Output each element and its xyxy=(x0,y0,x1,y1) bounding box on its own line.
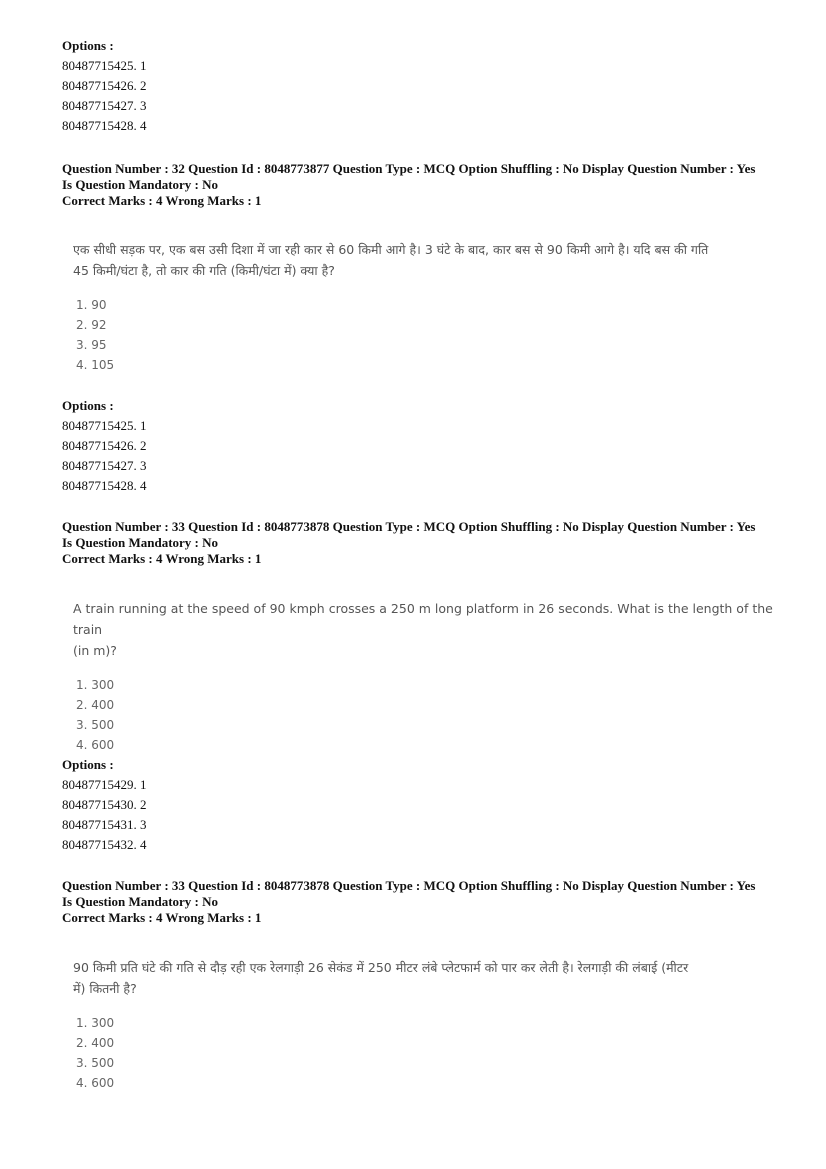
question-choice: 3. 500 xyxy=(76,718,115,732)
question-meta-block xyxy=(62,519,782,567)
question-text-line: एक सीधी सड़क पर, एक बस उसी दिशा में जा रही कार से 60 किमी आगे है। 3 घंटे के बाद, कार बस से 90 किमी आगे है। यदि बस की गति xyxy=(73,242,709,257)
question-text-line: में) कितनी है? xyxy=(73,981,137,996)
option-id: 80487715428. 4 xyxy=(62,478,147,493)
option-id: 80487715426. 2 xyxy=(62,438,147,453)
question-marks-line: Correct Marks : 4 Wrong Marks : 1 xyxy=(62,910,262,925)
option-id: 80487715429. 1 xyxy=(62,777,147,792)
question-meta-block xyxy=(62,878,782,926)
option-id: 80487715428. 4 xyxy=(62,118,147,133)
question-marks-line: Correct Marks : 4 Wrong Marks : 1 xyxy=(62,551,262,566)
question-choice: 3. 500 xyxy=(76,1056,115,1070)
question-choice: 1. 90 xyxy=(76,298,107,312)
question-mandatory-line: Is Question Mandatory : No xyxy=(62,535,219,550)
option-id: 80487715427. 3 xyxy=(62,458,147,473)
question-mandatory-line: Is Question Mandatory : No xyxy=(62,177,219,192)
question-choices xyxy=(73,295,783,375)
options-block-top xyxy=(62,36,782,136)
question-choice: 4. 600 xyxy=(76,738,115,752)
question-meta-block xyxy=(62,161,782,209)
question-body xyxy=(73,957,783,1093)
question-meta-line: Question Number : 32 Question Id : 8048773877 Question Type : MCQ Option Shuffling : No Display Question Number : Yes xyxy=(62,161,756,176)
question-mandatory-line: Is Question Mandatory : No xyxy=(62,894,219,909)
option-id: 80487715426. 2 xyxy=(62,78,147,93)
options-heading: Options : xyxy=(62,398,114,413)
question-choice: 1. 300 xyxy=(76,1016,115,1030)
options-heading: Options : xyxy=(62,38,114,53)
question-choice: 2. 400 xyxy=(76,698,115,712)
option-id: 80487715425. 1 xyxy=(62,418,147,433)
options-block xyxy=(62,755,782,855)
question-meta-line: Question Number : 33 Question Id : 8048773878 Question Type : MCQ Option Shuffling : No Display Question Number : Yes xyxy=(62,519,756,534)
option-id: 80487715425. 1 xyxy=(62,58,147,73)
question-body xyxy=(73,239,783,375)
question-choice: 1. 300 xyxy=(76,678,115,692)
option-id: 80487715430. 2 xyxy=(62,797,147,812)
question-body xyxy=(73,598,783,755)
options-block xyxy=(62,396,782,496)
question-text-line: (in m)? xyxy=(73,643,117,658)
question-choice: 3. 95 xyxy=(76,338,107,352)
question-choice: 4. 600 xyxy=(76,1076,115,1090)
question-choice: 4. 105 xyxy=(76,358,115,372)
option-id: 80487715431. 3 xyxy=(62,817,147,832)
question-choices xyxy=(73,675,783,755)
question-text-line: 45 किमी/घंटा है, तो कार की गति (किमी/घंटा में) क्या है? xyxy=(73,263,335,278)
option-id: 80487715432. 4 xyxy=(62,837,147,852)
question-text-line: A train running at the speed of 90 kmph crosses a 250 m long platform in 26 seconds. What is the length of the train xyxy=(73,601,773,637)
option-id: 80487715427. 3 xyxy=(62,98,147,113)
question-meta-line: Question Number : 33 Question Id : 8048773878 Question Type : MCQ Option Shuffling : No Display Question Number : Yes xyxy=(62,878,756,893)
question-choices xyxy=(73,1013,783,1093)
question-marks-line: Correct Marks : 4 Wrong Marks : 1 xyxy=(62,193,262,208)
question-choice: 2. 92 xyxy=(76,318,107,332)
options-heading: Options : xyxy=(62,757,114,772)
question-choice: 2. 400 xyxy=(76,1036,115,1050)
question-text-line: 90 किमी प्रति घंटे की गति से दौड़ रही एक रेलगाड़ी 26 सेकंड में 250 मीटर लंबे प्लेटफार्म को पार कर लेती है। रेलगाड़ी की लंबाई (मीटर xyxy=(73,960,689,975)
